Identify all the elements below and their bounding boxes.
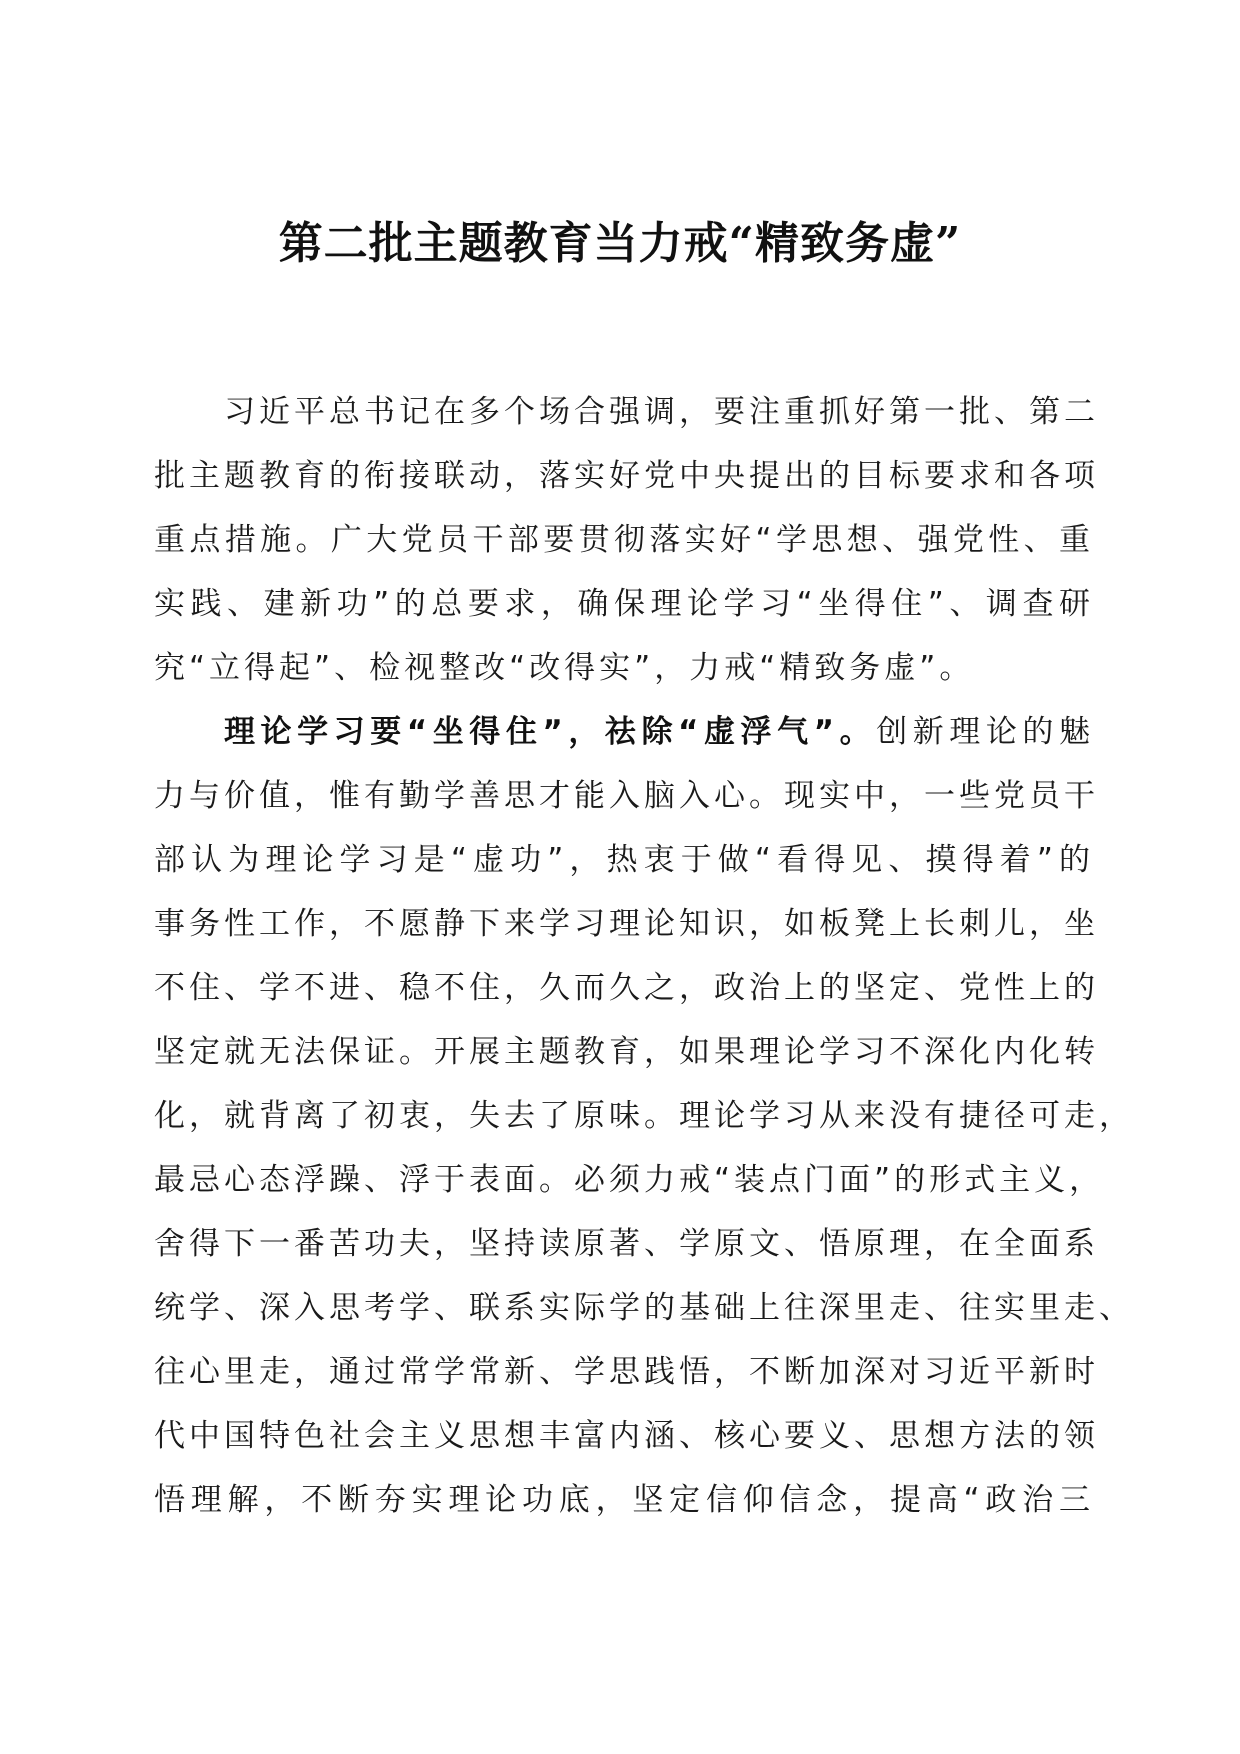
paragraph-line: 往心里走，通过常学常新、学思践悟，不断加深对习近平新时 (154, 1354, 1099, 1390)
paragraph-line: 批主题教育的衔接联动，落实好党中央提出的目标要求和各项 (154, 458, 1099, 494)
paragraph-line: 舍得下一番苦功夫，坚持读原著、学原文、悟原理，在全面系 (154, 1226, 1099, 1262)
paragraph-line: 部认为理论学习是“虚功”，热衷于做“看得见、摸得着”的 (154, 842, 1094, 878)
paragraph-line (154, 700, 1094, 764)
paragraph-line: 化，就背离了初衷，失去了原味。理论学习从来没有捷径可走， (154, 1098, 1134, 1134)
paragraph-line: 实践、建新功”的总要求，确保理论学习“坐得住”、调查研 (154, 586, 1094, 622)
paragraph-line-rest: 创新理论的魅 (876, 714, 1094, 750)
paragraph-line: 代中国特色社会主义思想丰富内涵、核心要义、思想方法的领 (154, 1418, 1099, 1454)
paragraph-line: 坚定就无法保证。开展主题教育，如果理论学习不深化内化转 (154, 1034, 1099, 1070)
paragraph-line: 统学、深入思考学、联系实际学的基础上往深里走、往实里走、 (154, 1290, 1134, 1326)
paragraph-line: 力与价值，惟有勤学善思才能入脑入心。现实中，一些党员干 (154, 778, 1099, 814)
paragraph-1 (154, 380, 1099, 700)
paragraph-line: 习近平总书记在多个场合强调，要注重抓好第一批、第二 (224, 394, 1099, 430)
paragraph-line: 事务性工作，不愿静下来学习理论知识，如板凳上长刺儿，坐 (154, 906, 1099, 942)
paragraph-line: 最忌心态浮躁、浮于表面。必须力戒“装点门面”的形式主义， (154, 1162, 1105, 1198)
paragraph-line: 重点措施。广大党员干部要贯彻落实好“学思想、强党性、重 (154, 522, 1094, 558)
paragraph-line: 不住、学不进、稳不住，久而久之，政治上的坚定、党性上的 (154, 970, 1099, 1006)
document-body (154, 380, 1134, 1532)
paragraph-2 (154, 700, 1134, 1532)
paragraph-line: 究“立得起”、检视整改“改得实”，力戒“精致务虚”。 (154, 650, 975, 686)
paragraph-lead-heading: 理论学习要“坐得住”，祛除“虚浮气”。 (224, 714, 877, 750)
paragraph-line: 悟理解，不断夯实理论功底，坚定信仰信念，提高“政治三 (154, 1482, 1094, 1518)
document-title: 第二批主题教育当力戒“精致务虚” (278, 218, 962, 269)
